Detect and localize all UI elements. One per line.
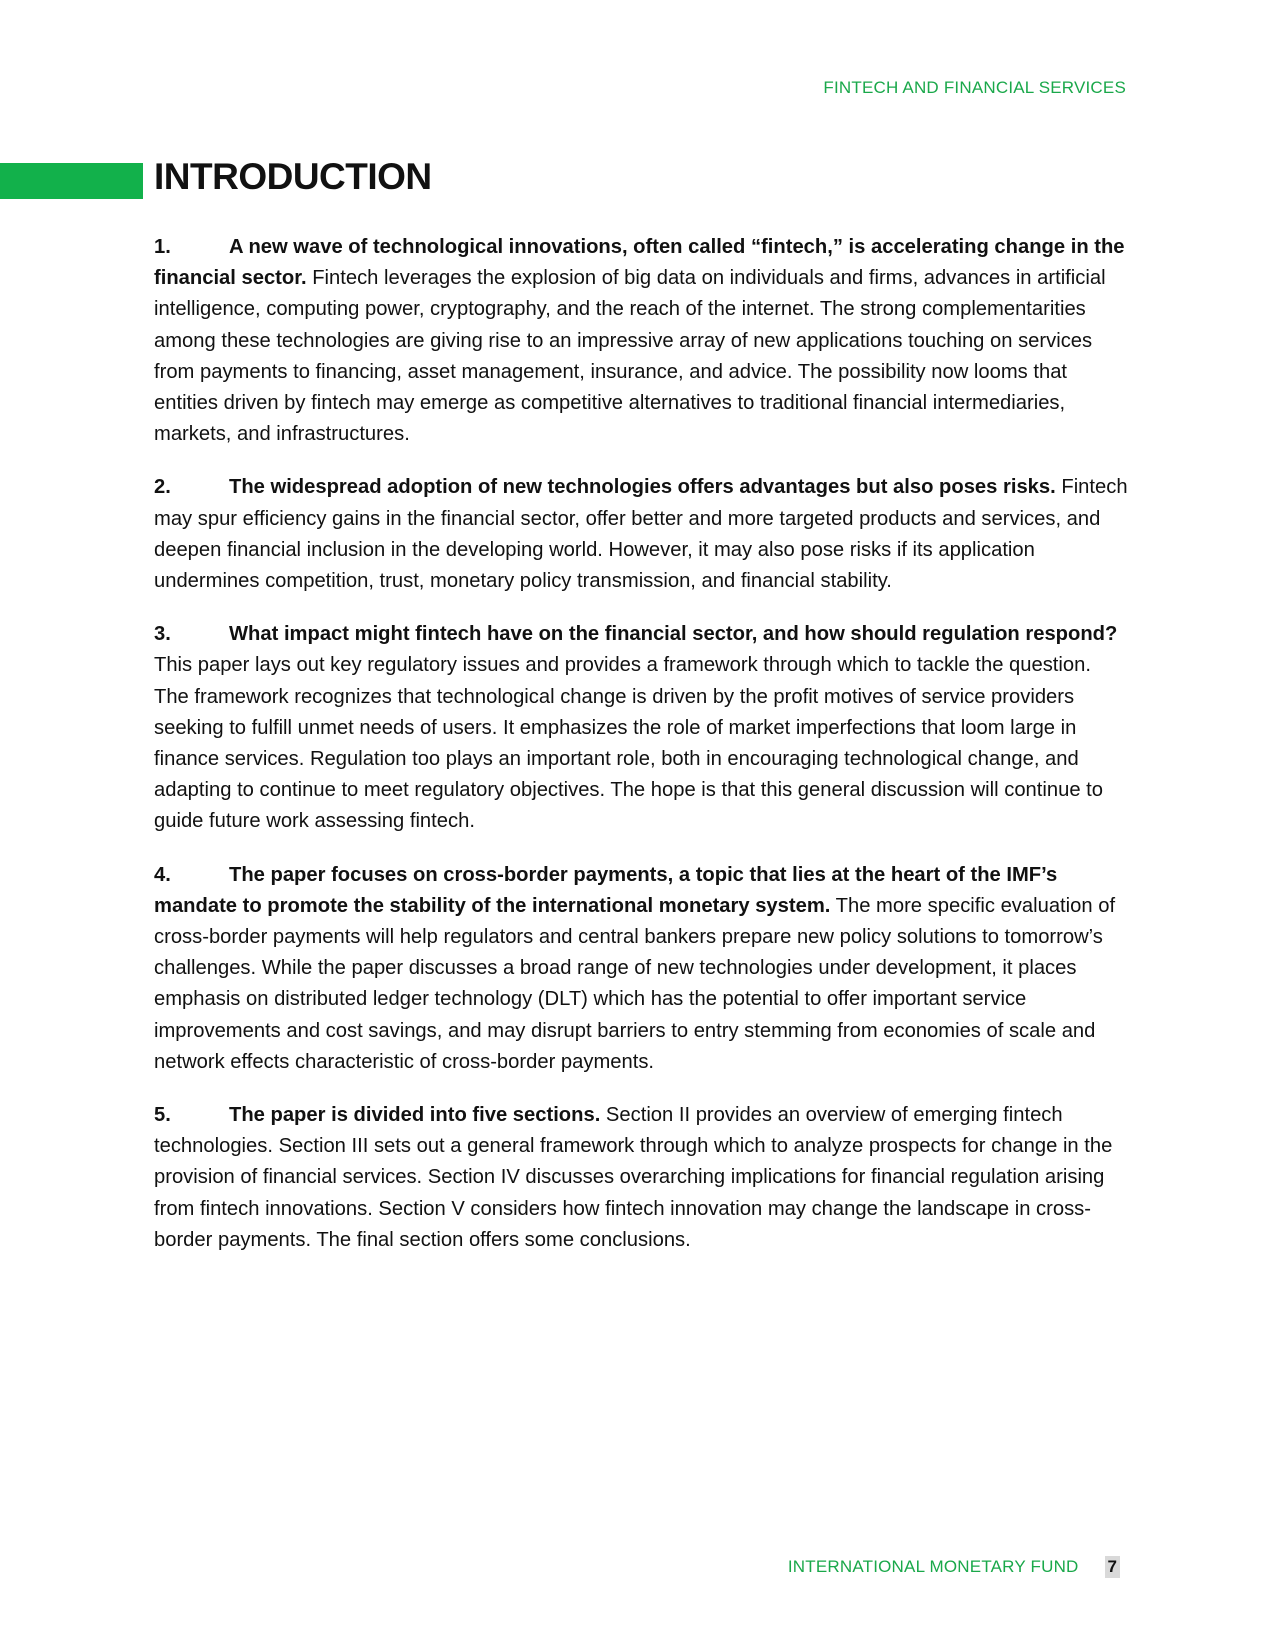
paragraph-lead: What impact might fintech have on the financial sector, and how should regulation respond? xyxy=(229,623,1118,646)
paragraph-number: 4. xyxy=(154,863,171,886)
paragraph-number: 5. xyxy=(154,1104,171,1127)
paragraph-text: Fintech may spur efficiency gains in the financial sector, offer better and more targeted products and services, and deepen financial inclusion in the developing world. However, it may also pose risks if its application undermines competition, trust, monetary policy transmission, and financial stability. xyxy=(154,476,1128,593)
paragraph-number: 1. xyxy=(154,236,171,258)
paragraph-1 xyxy=(154,232,1129,450)
paragraph-text: Fintech leverages the explosion of big data on individuals and firms, advances in artificial intelligence, computing power, cryptography, and the reach of the internet. The strong complementarities among these technologies are giving rise to an impressive array of new applications touching on services from payments to financing, asset management, insurance, and advice. The possibility now looms that entities driven by fintech may emerge as competitive alternatives to traditional financial intermediaries, markets, and infrastructures. xyxy=(154,267,1106,446)
paragraph-number: 3. xyxy=(154,623,171,646)
paragraph-lead: The paper is divided into five sections. xyxy=(229,1104,601,1127)
page-footer xyxy=(788,1556,1120,1578)
section-title: INTRODUCTION xyxy=(154,156,432,197)
section-accent-bar xyxy=(0,163,143,199)
paragraph-4 xyxy=(154,860,1129,1078)
body-text xyxy=(154,232,1129,1278)
paragraph-lead: The widespread adoption of new technologies offers advantages but also poses risks. xyxy=(229,476,1056,499)
paragraph-text: This paper lays out key regulatory issues and provides a framework through which to tackle the question. The framework recognizes that technological change is driven by the profit motives of service providers seeking to fulfill unmet needs of users. It emphasizes the role of market imperfections that loom large in finance services. Regulation too plays an important role, both in encouraging technological change, and adapting to continue to meet regulatory objectives. The hope is that this general discussion will continue to guide future work assessing fintech. xyxy=(154,654,1104,833)
paragraph-5 xyxy=(154,1100,1129,1256)
paragraph-number: 2. xyxy=(154,476,171,499)
paragraph-text: Section II provides an overview of emerging fintech technologies. Section III sets out a general framework through which to analyze prospects for change in the provision of financial services. Section IV discusses overarching implications for financial regulation arising from fintech innovations. Section V considers how fintech innovation may change the landscape in cross-border payments. The final section offers some conclusions. xyxy=(154,1104,1113,1251)
paragraph-text: The more specific evaluation of cross-border payments will help regulators and central bankers prepare new policy solutions to tomorrow’s challenges. While the paper discusses a broad range of new technologies under development, it places emphasis on distributed ledger technology (DLT) which has the potential to offer important service improvements and cost savings, and may disrupt barriers to entry stemming from economies of scale and network effects characteristic of cross-border payments. xyxy=(154,894,1116,1073)
footer-organization: INTERNATIONAL MONETARY FUND xyxy=(787,1557,1079,1576)
page-number: 7 xyxy=(1105,1556,1120,1578)
paragraph-lead: A new wave of technological innovations, often called “fintech,” is accelerating change in the financial sector. xyxy=(154,236,1125,290)
running-header: FINTECH AND FINANCIAL SERVICES xyxy=(823,78,1126,97)
paragraph-lead: The paper focuses on cross-border payments, a topic that lies at the heart of the IMF’s mandate to promote the stability of the international monetary system. xyxy=(154,863,1058,917)
paragraph-2 xyxy=(154,472,1129,597)
paragraph-3 xyxy=(154,619,1129,837)
